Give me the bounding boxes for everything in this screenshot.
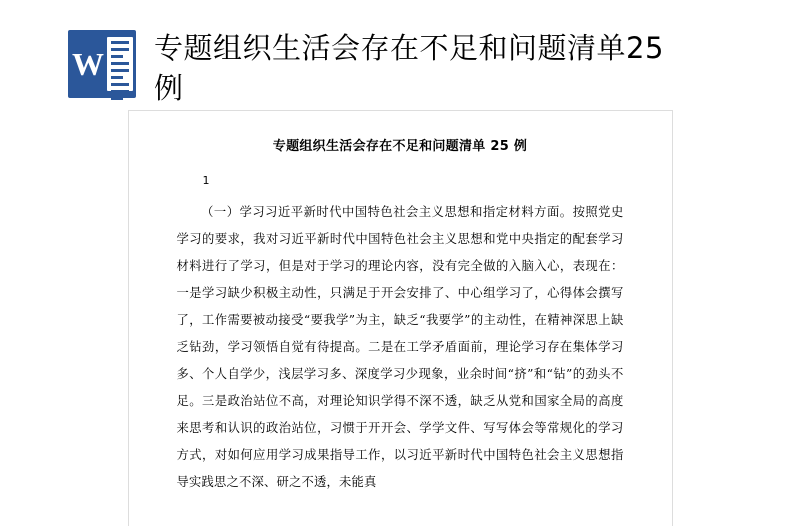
word-icon-page-line	[111, 83, 129, 86]
page-title: 专题组织生活会存在不足和问题清单25例	[154, 31, 664, 105]
document-heading: 专题组织生活会存在不足和问题清单 25 例	[272, 139, 528, 154]
document-page	[128, 110, 673, 526]
word-icon-page-line	[111, 90, 129, 93]
word-icon-page-line	[111, 41, 129, 44]
word-icon-page	[107, 37, 133, 91]
document-paragraph: （一）学习习近平新时代中国特色社会主义思想和指定材料方面。按照党史学习的要求，我对习近平新时代中国特色社会主义思想和党中央指定的配套学习材料进行了学习，但是对于学习的理论内容，没有完全做的入脑入心，表现在：一是学习缺少积极主动性，只满足于开会安排了、中心组学习了，心得体会撰写了，工作需要被动接受“要我学”为主，缺乏“我要学”的主动性，在精神深思上缺乏钻劲，学习领悟自觉有待提高。二是在工学矛盾面前，理论学习存在集体学习多、个人自学少，浅层学习多、深度学习少现象，业余时间“挤”和“钻”的劲头不足。三是政治站位不高，对理论知识学得不深不透，缺乏从党和国家全局的高度来思考和认识的政治站位，习惯于开开会、学学文件、写写体会等常规化的学习方式，对如何应用学习成果指导工作，以习近平新时代中国特色社会主义思想指导实践思之不深、研之不透，未能真	[176, 205, 624, 489]
word-icon-page-line	[111, 69, 129, 72]
word-icon-letter: W	[72, 45, 104, 82]
document-preview-area	[0, 110, 800, 526]
word-icon-page-line	[111, 48, 129, 51]
word-document-icon	[68, 30, 136, 98]
word-icon-page-line	[111, 97, 123, 100]
word-icon-page-line	[111, 62, 129, 65]
word-icon-page-line	[111, 55, 123, 58]
word-icon-page-line	[111, 76, 123, 79]
document-header	[0, 0, 800, 110]
document-page-number: 1	[202, 174, 210, 187]
